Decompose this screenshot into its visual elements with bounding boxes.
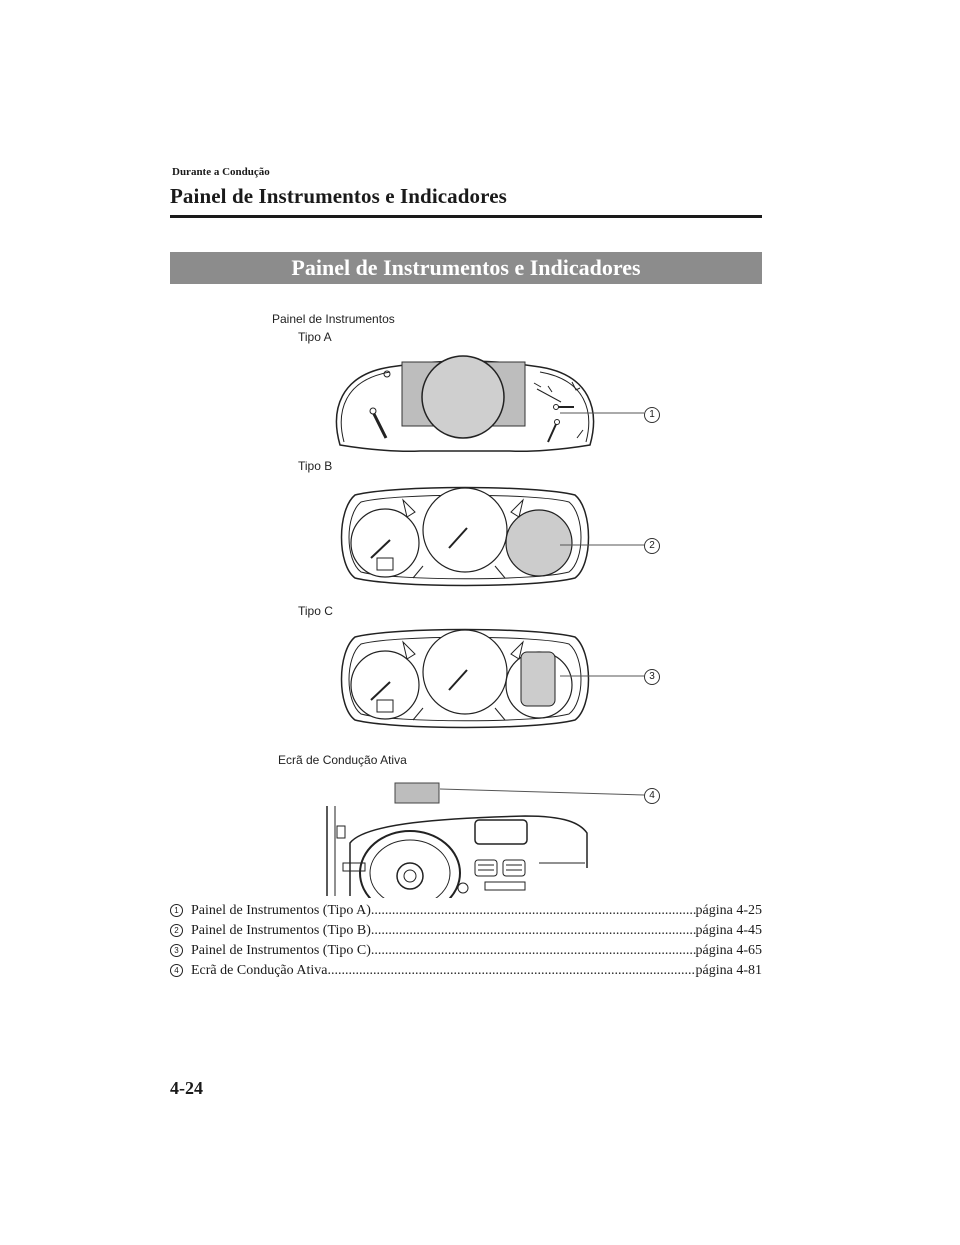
reference-row <box>170 921 762 941</box>
reference-number: 2 <box>170 924 183 937</box>
reference-label: Painel de Instrumentos (Tipo B) <box>191 923 371 938</box>
callout-4: 4 <box>644 788 660 804</box>
reference-label: Ecrã de Condução Ativa <box>191 963 328 978</box>
callout-leader-3 <box>560 666 645 686</box>
section-label: Durante a Condução <box>172 166 270 178</box>
cluster-type-c-illustration <box>335 622 595 732</box>
leader-dots <box>371 921 696 941</box>
callout-3: 3 <box>644 669 660 685</box>
reference-page: página 4-81 <box>695 963 762 978</box>
reference-number: 3 <box>170 944 183 957</box>
reference-list <box>170 901 762 981</box>
cluster-type-b-illustration <box>335 480 595 590</box>
section-banner: Painel de Instrumentos e Indicadores <box>170 252 762 284</box>
page-number: 4-24 <box>170 1078 203 1098</box>
callout-2: 2 <box>644 538 660 554</box>
reference-page: página 4-25 <box>695 903 762 918</box>
leader-dots <box>371 941 696 961</box>
reference-row <box>170 961 762 981</box>
callout-leader-2 <box>560 536 645 556</box>
reference-page: página 4-45 <box>695 923 762 938</box>
ads-label: Ecrã de Condução Ativa <box>278 753 407 767</box>
type-b-label: Tipo B <box>298 459 333 473</box>
reference-row <box>170 901 762 921</box>
callout-leader-4 <box>440 786 645 806</box>
reference-label: Painel de Instrumentos (Tipo C) <box>191 943 371 958</box>
reference-row <box>170 941 762 961</box>
type-a-label: Tipo A <box>298 330 332 344</box>
callout-1: 1 <box>644 407 660 423</box>
title-divider <box>170 215 762 218</box>
leader-dots <box>371 901 696 921</box>
callout-leader-1 <box>560 405 645 425</box>
figure-group-label: Painel de Instrumentos <box>272 312 395 326</box>
reference-page: página 4-65 <box>695 943 762 958</box>
reference-number: 4 <box>170 964 183 977</box>
page-title: Painel de Instrumentos e Indicadores <box>170 184 507 208</box>
leader-dots <box>327 961 695 981</box>
reference-number: 1 <box>170 904 183 917</box>
type-c-label: Tipo C <box>298 604 333 618</box>
reference-label: Painel de Instrumentos (Tipo A) <box>191 903 371 918</box>
